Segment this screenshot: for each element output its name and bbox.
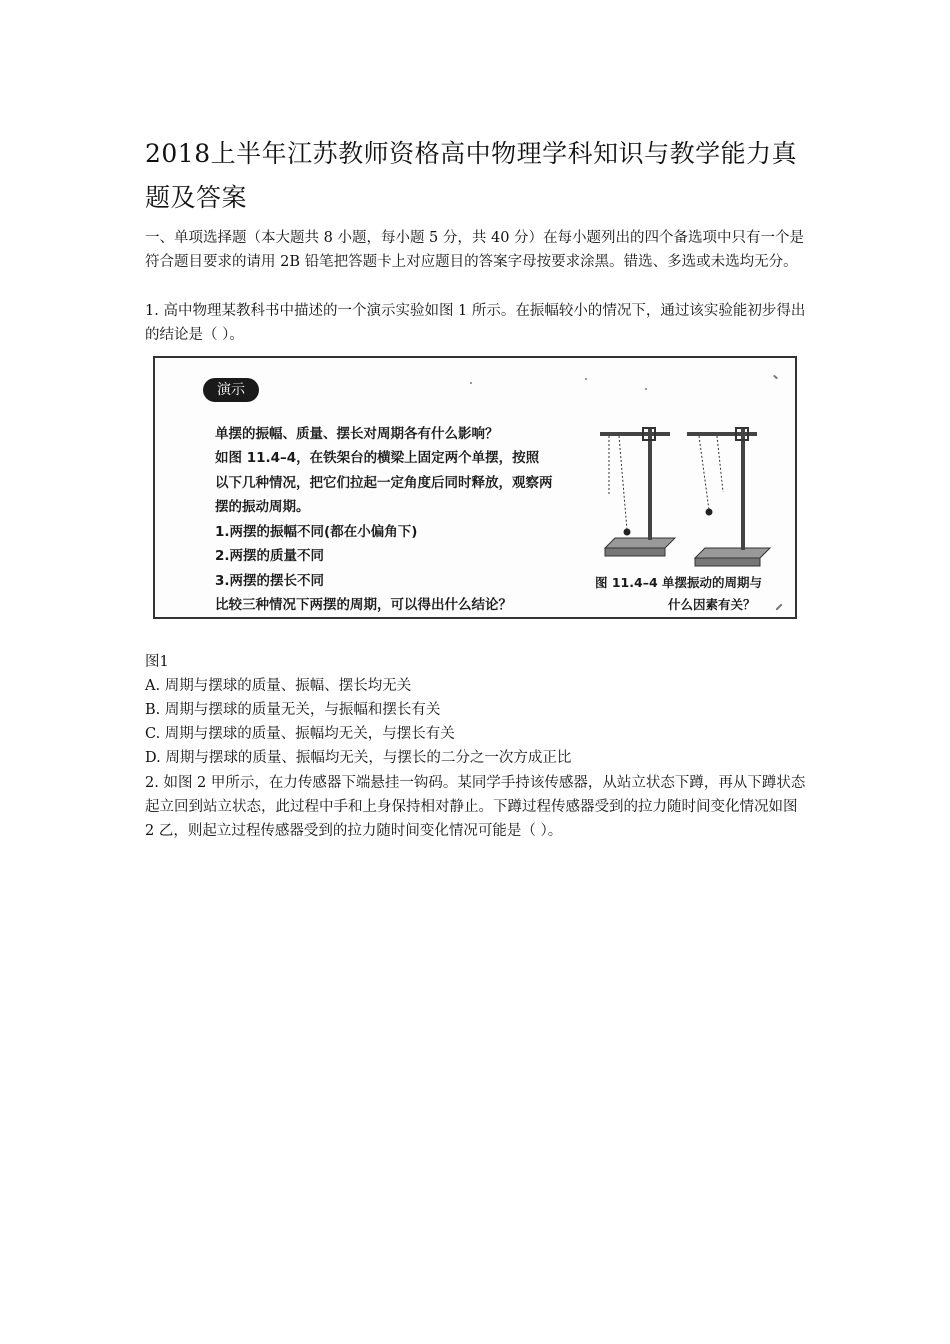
scan-speck bbox=[773, 375, 778, 380]
option-d: D. 周期与摆球的质量、振幅均无关，与摆长的二分之一次方成正比 bbox=[145, 750, 572, 766]
figure-label: 图1 bbox=[145, 654, 169, 670]
option-b: B. 周期与摆球的质量无关，与振幅和摆长有关 bbox=[145, 702, 441, 718]
left-cross-beam bbox=[600, 432, 670, 436]
figure-text-line: 以下几种情况，把它们拉起一定角度后同时释放，观察两 bbox=[215, 475, 553, 491]
option-c: C. 周期与摆球的质量、振幅均无关，与摆长有关 bbox=[145, 726, 455, 742]
figure-text-line: 单摆的振幅、质量、摆长对周期各有什么影响？ bbox=[215, 426, 499, 442]
figure-caption: 图 11.4–4 单摆振动的周期与 bbox=[595, 575, 762, 590]
right-pendulum-string bbox=[699, 436, 709, 510]
option-a: A. 周期与摆球的质量、振幅、摆长均无关 bbox=[145, 678, 412, 694]
question-1-stem: 1. 高中物理某教科书中描述的一个演示实验如图 1 所示。在振幅较小的情况下，通过该实验能初步得出的结论是（ ）。 bbox=[145, 303, 806, 343]
section-intro: 一、单项选择题（本大题共 8 小题，每小题 5 分，共 40 分）在每小题列出的四个备选项中只有一个是符合题目要求的请用 2B 铅笔把答题卡上对应题目的答案字母按要求涂黑。错选、多选或未选均无分。 bbox=[145, 230, 805, 270]
question-2-stem: 2. 如图 2 甲所示，在力传感器下端悬挂一钩码。某同学手持该传感器，从站立状态下蹲，再从下蹲状态起立回到站立状态，此过程中手和上身保持相对静止。下蹲过程传感器受到的拉力随时间变化情况如图 2 乙，则起立过程传感器受到的拉力随时间变化情况可能是（ ）。 bbox=[145, 775, 806, 839]
right-stand-base bbox=[695, 548, 770, 558]
right-pendulum-string bbox=[717, 436, 723, 492]
pendulum-illustration bbox=[585, 408, 785, 568]
scan-speck bbox=[585, 378, 587, 380]
figure-1 bbox=[153, 356, 797, 619]
right-pendulum-bob bbox=[706, 509, 713, 516]
scan-speck bbox=[470, 382, 472, 384]
left-pendulum-bob bbox=[624, 529, 631, 536]
left-stand-base bbox=[605, 538, 675, 548]
demo-badge: 演示 bbox=[203, 378, 259, 402]
page-title: 2018上半年江苏教师资格高中物理学科知识与教学能力真题及答案 bbox=[145, 139, 798, 212]
figure-text-line: 2.两摆的质量不同 bbox=[215, 548, 325, 564]
figure-caption: 什么因素有关？ bbox=[668, 597, 756, 612]
figure-text-line: 比较三种情况下两摆的周期，可以得出什么结论？ bbox=[215, 597, 512, 613]
figure-text-line: 3.两摆的摆长不同 bbox=[215, 573, 325, 589]
scan-speck bbox=[645, 388, 647, 390]
figure-text-line: 1.两摆的振幅不同(都在小偏角下) bbox=[215, 524, 418, 540]
figure-text-line: 如图 11.4–4，在铁架台的横梁上固定两个单摆，按照 bbox=[215, 450, 540, 466]
left-pendulum-string bbox=[619, 436, 627, 530]
right-cross-beam bbox=[687, 432, 757, 436]
right-stand-rod bbox=[741, 428, 745, 550]
figure-text-line: 摆的振动周期。 bbox=[215, 499, 310, 515]
left-stand-rod bbox=[648, 428, 652, 540]
